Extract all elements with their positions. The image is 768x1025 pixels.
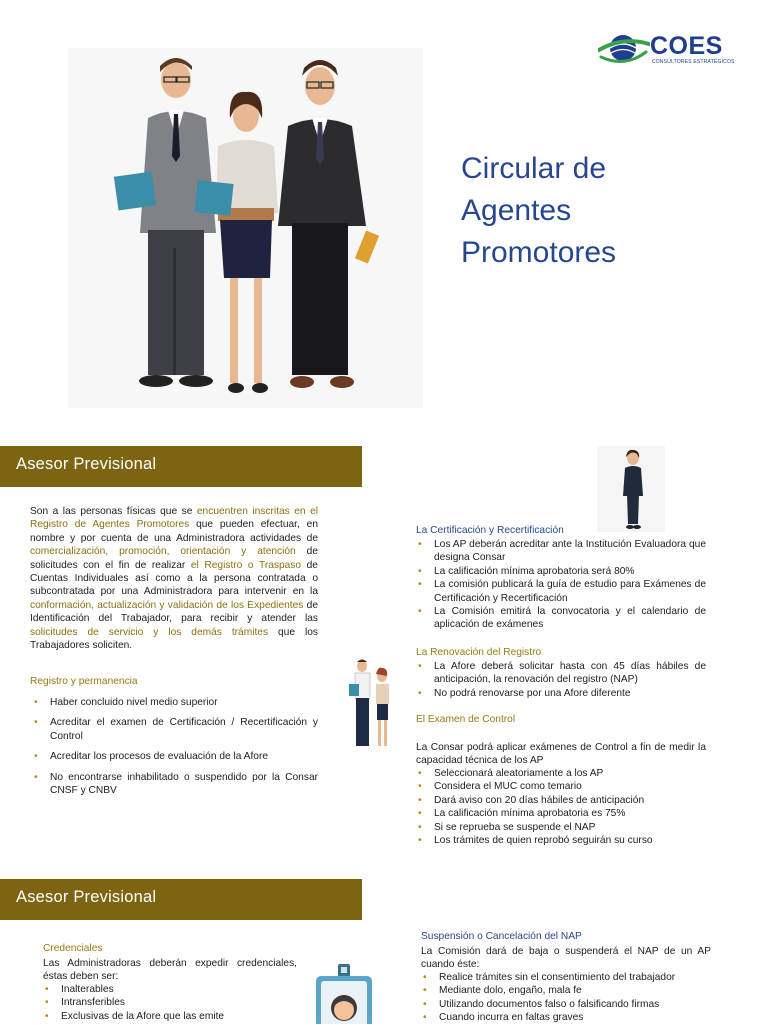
certificacion-heading: La Certificación y Recertificación bbox=[416, 525, 564, 536]
list-item: • La comisión publicará la guía de estudio para Exámenes de Certificación y Recertificación bbox=[416, 578, 706, 605]
list-item: • Utilizando documentos falso o falsificando firmas bbox=[421, 998, 711, 1011]
intro-text: de solicitudes con el fin de realizar bbox=[30, 546, 318, 571]
suspension-intro: La Comisión dará de baja o suspenderá el NAP de un AP cuando éste: bbox=[421, 946, 711, 971]
logo-brand: COES bbox=[650, 32, 723, 60]
examen-heading: El Examen de Control bbox=[416, 714, 516, 725]
list-item: • Dará aviso con 20 días hábiles de anticipación bbox=[416, 794, 706, 807]
intro-text: de Identificación del Trabajador, para recibir y atender las bbox=[30, 599, 318, 625]
intro-highlight: encuentren inscritas en el Registro de Agentes Promotores bbox=[30, 506, 319, 531]
title-line-2: Agentes bbox=[461, 194, 572, 227]
intro-highlight: conformación, actualización y validación de los Expedientes bbox=[30, 599, 304, 611]
intro-text: que los Trabajadores soliciten. bbox=[30, 626, 318, 652]
list-item: • Si se reprueba se suspende el NAP bbox=[416, 821, 706, 834]
list-item: • Seleccionará aleatoriamente a los AP bbox=[416, 767, 706, 780]
credenciales-list bbox=[43, 983, 297, 1023]
coes-logo bbox=[598, 30, 738, 70]
globe-icon bbox=[598, 30, 650, 70]
suspension-list bbox=[421, 971, 711, 1025]
list-item: • Los AP deberán acreditar ante la Institución Evaluadora que designa Consar bbox=[416, 538, 706, 565]
list-item: • Realice trámites sin el consentimiento del trabajador bbox=[421, 971, 711, 984]
list-item: • No podrá renovarse por una Afore diferente bbox=[416, 687, 706, 700]
list-item: • Cuando incurra en faltas graves bbox=[421, 1011, 711, 1024]
list-item: • Acreditar el examen de Certificación / Recertificación y Control bbox=[32, 716, 318, 743]
section-header: Asesor Previsional bbox=[0, 879, 362, 920]
list-item: • Exclusivas de la Afore que las emite bbox=[43, 1010, 297, 1023]
renovacion-list bbox=[416, 660, 706, 700]
list-item: • La calificación mínima aprobatoria es 75% bbox=[416, 807, 706, 820]
credenciales-heading: Credenciales bbox=[43, 943, 103, 954]
renovacion-heading: La Renovación del Registro bbox=[416, 647, 542, 658]
intro-paragraph bbox=[30, 505, 318, 652]
list-item: • Haber concluido nivel medio superior bbox=[32, 696, 318, 709]
businesswoman-illustration bbox=[597, 446, 665, 532]
list-item: • Inalterables bbox=[43, 983, 297, 996]
suspension-heading: Suspensión o Cancelación del NAP bbox=[421, 931, 582, 942]
list-item: • Acreditar los procesos de evaluación de la Afore bbox=[32, 750, 318, 763]
examen-list bbox=[416, 767, 706, 847]
id-badge-icon bbox=[314, 964, 374, 1024]
certificacion-list bbox=[416, 538, 706, 632]
examen-intro: La Consar podrá aplicar exámenes de Control a fin de medir la capacidad técnica de los AP bbox=[416, 742, 706, 767]
title-line-1: Circular de bbox=[461, 152, 607, 185]
list-item: • Intransferibles bbox=[43, 996, 297, 1009]
intro-highlight: comercialización, promoción, orientación y atención bbox=[30, 546, 296, 558]
registro-heading: Registro y permanencia bbox=[30, 676, 138, 687]
credenciales-intro: Las Administradoras deberán expedir credenciales, éstas deben ser: bbox=[43, 958, 297, 983]
title-line-3: Promotores bbox=[461, 236, 617, 269]
list-item: • La Comisión emitirá la convocatoria y el calendario de aplicación de exámenes bbox=[416, 605, 706, 632]
page-title bbox=[461, 148, 741, 274]
registro-list bbox=[32, 696, 318, 804]
business-team-illustration bbox=[345, 654, 395, 754]
intro-text: Son a las personas físicas que se bbox=[30, 506, 197, 517]
intro-text: de Cuentas Individuales así como a la persona contratada o subcontratada por una Administradora para intervenir en la bbox=[30, 559, 318, 598]
list-item: • Mediante dolo, engaño, mala fe bbox=[421, 984, 711, 997]
list-item: • No encontrarse inhabilitado o suspendido por la Consar CNSF y CNBV bbox=[32, 771, 318, 798]
logo-subtitle: CONSULTORES ESTRATÉGICOS bbox=[652, 59, 735, 65]
list-item: • Considera el MUC como temario bbox=[416, 780, 706, 793]
intro-highlight: solicitudes de servicio y los demás trámites bbox=[30, 626, 269, 638]
list-item: • La calificación mínima aprobatoria será 80% bbox=[416, 565, 706, 578]
section-header: Asesor Previsional bbox=[0, 446, 362, 487]
list-item: • Los trámites de quien reprobó seguirán su curso bbox=[416, 834, 706, 847]
intro-text: que pueden efectuar, en nombre y por cuenta de una Administradora actividades de bbox=[30, 519, 318, 544]
list-item: • La Afore deberá solicitar hasta con 45 días hábiles de anticipación, la renovación del registro (NAP) bbox=[416, 660, 706, 687]
business-people-illustration bbox=[68, 48, 423, 408]
intro-highlight: el Registro o Traspaso bbox=[190, 559, 302, 571]
